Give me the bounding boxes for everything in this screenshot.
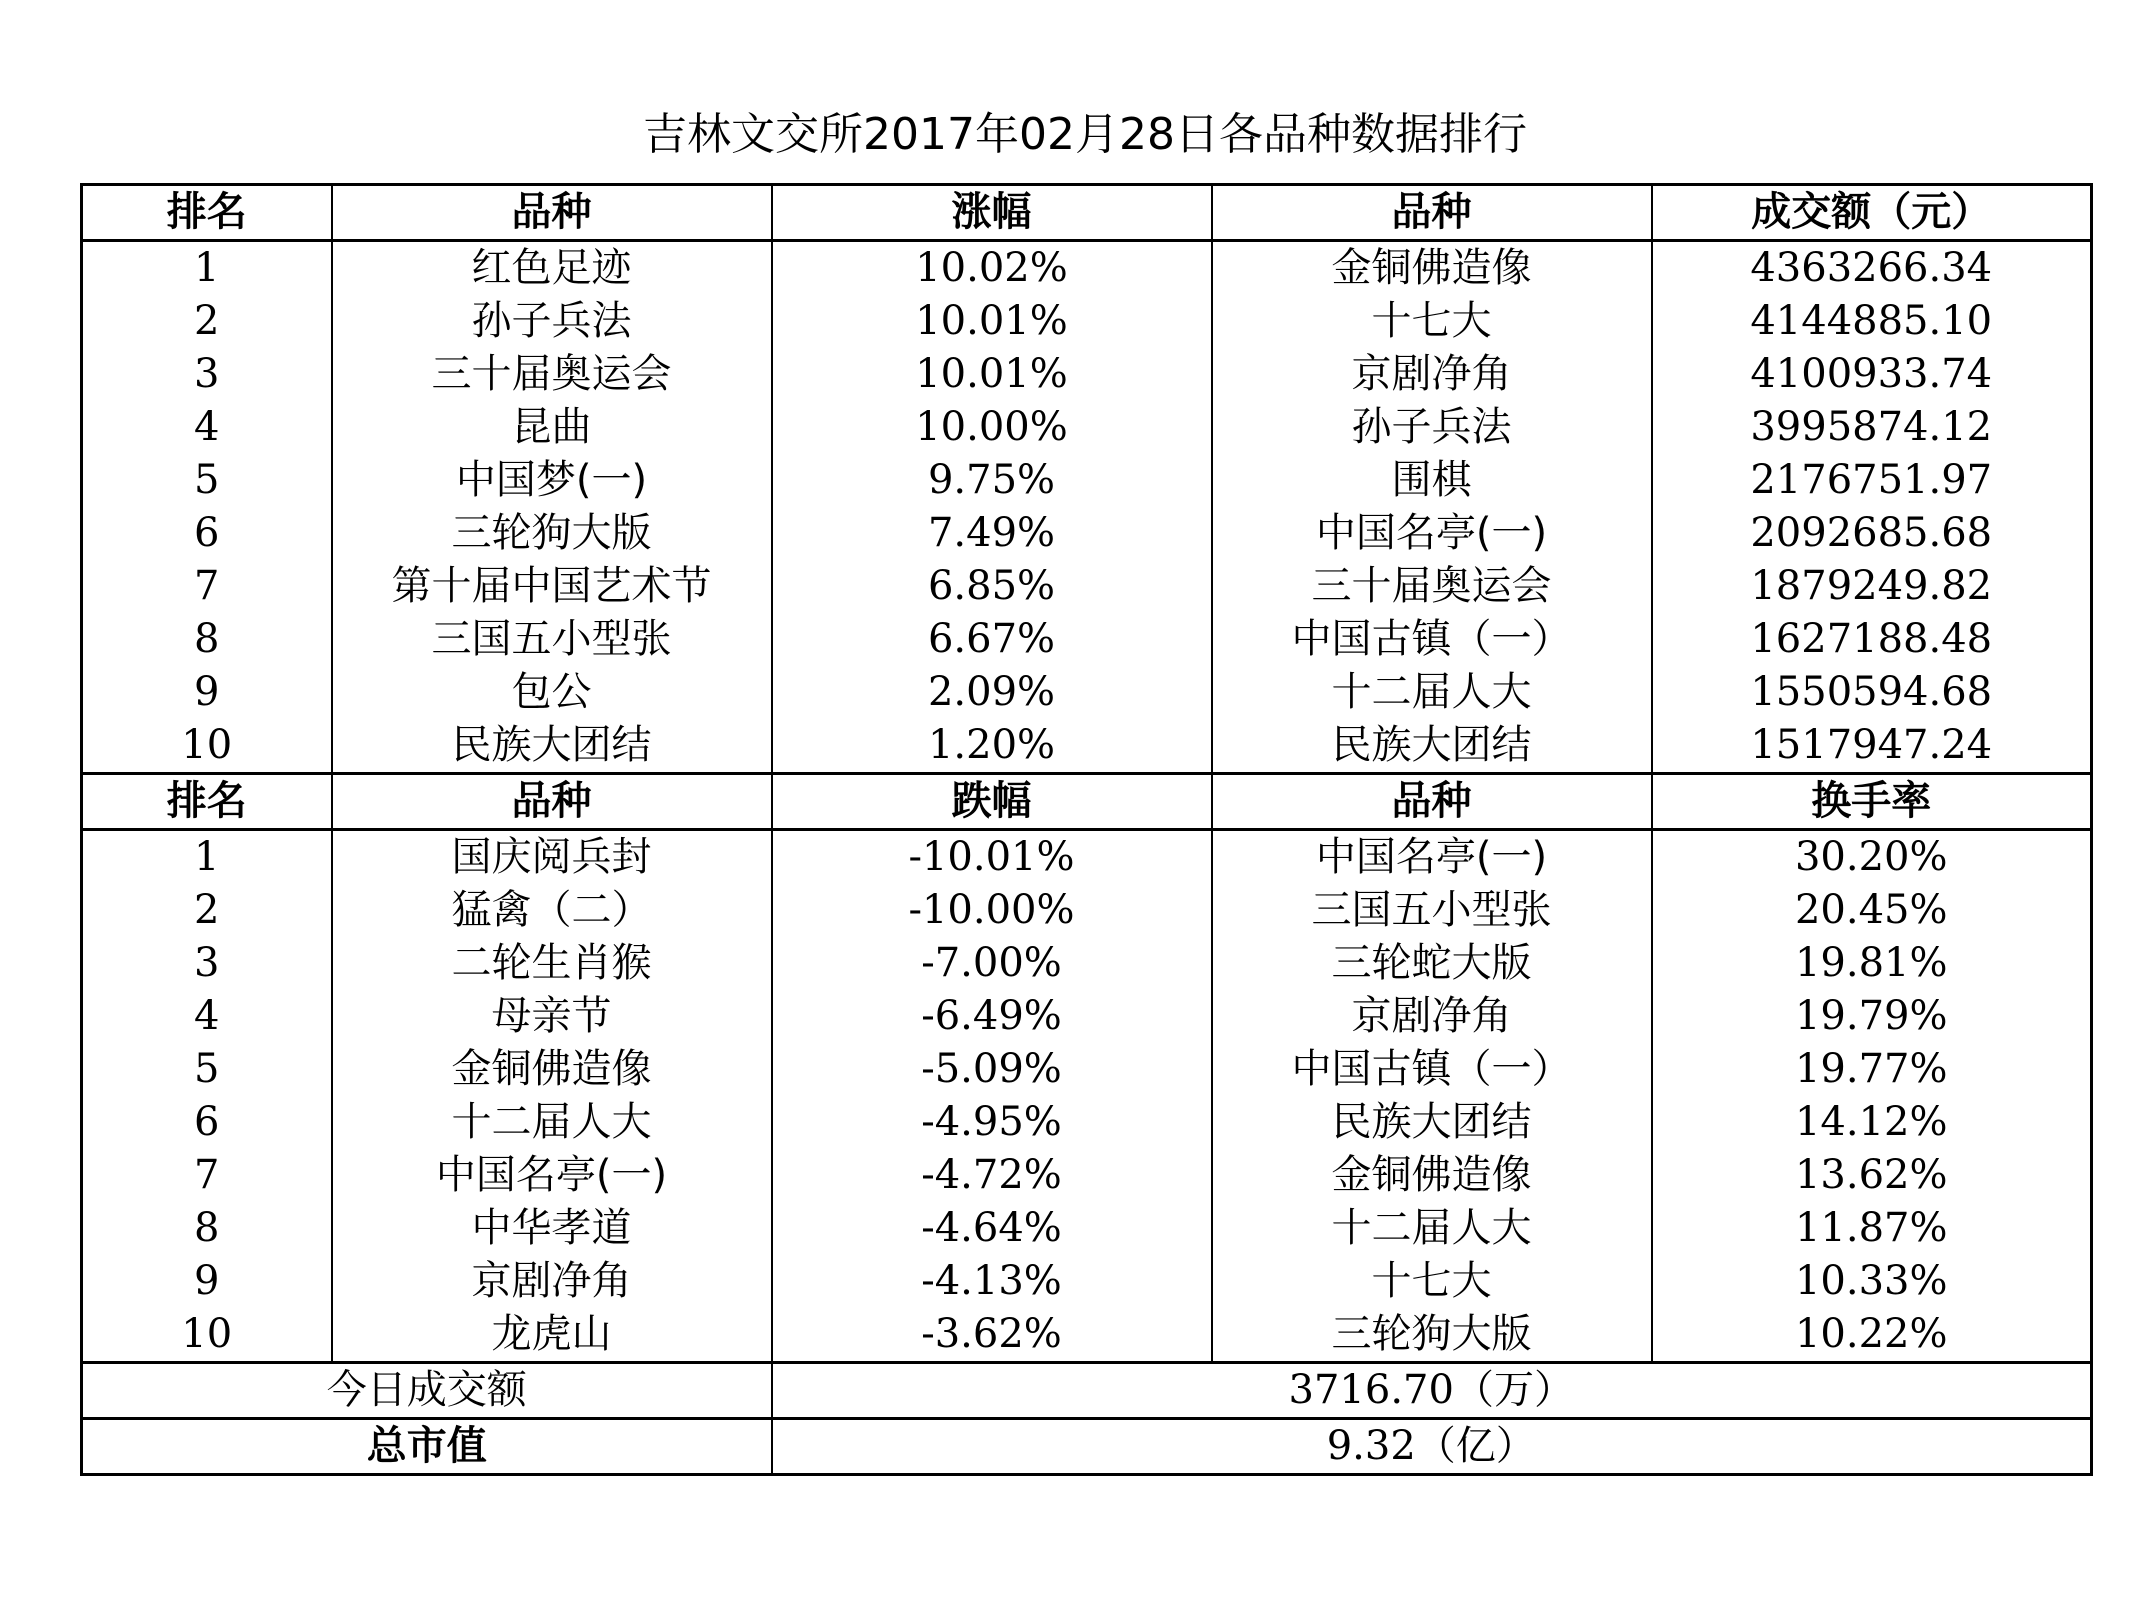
rank-cell: 6 [82,1096,332,1149]
table-row [82,348,2092,401]
gainers-header-row [82,185,2092,241]
value-cell: 2092685.68 [1652,507,2092,560]
table-row [82,1149,2092,1202]
table-row [82,1255,2092,1308]
variety-cell: 金铜佛造像 [332,1043,772,1096]
variety-cell: 京剧净角 [332,1255,772,1308]
value-cell: 4100933.74 [1652,348,2092,401]
rank-cell: 8 [82,613,332,666]
rank-cell: 3 [82,348,332,401]
value-cell: 19.79% [1652,990,2092,1043]
variety-cell: 十七大 [1212,295,1652,348]
variety-cell: 三轮蛇大版 [1212,937,1652,990]
header-variety: 品种 [332,774,772,830]
rank-cell: 4 [82,401,332,454]
gainers-section [82,185,2092,774]
value-cell: 4363266.34 [1652,241,2092,296]
market-cap-summary-row [82,1419,2092,1475]
table-row [82,884,2092,937]
change-cell: -7.00% [772,937,1212,990]
table-row [82,990,2092,1043]
variety-cell: 第十届中国艺术节 [332,560,772,613]
change-cell: 6.67% [772,613,1212,666]
header-turnover-rate: 换手率 [1652,774,2092,830]
change-cell: 9.75% [772,454,1212,507]
change-cell: 2.09% [772,666,1212,719]
variety-cell: 民族大团结 [332,719,772,774]
variety-cell: 中国古镇（一） [1212,613,1652,666]
value-cell: 10.33% [1652,1255,2092,1308]
table-row [82,1202,2092,1255]
table-row [82,1308,2092,1363]
table-row [82,295,2092,348]
rank-cell: 6 [82,507,332,560]
variety-cell: 包公 [332,666,772,719]
value-cell: 10.22% [1652,1308,2092,1363]
variety-cell: 十七大 [1212,1255,1652,1308]
market-cap-value: 9.32（亿） [772,1419,2092,1475]
variety-cell: 民族大团结 [1212,719,1652,774]
value-cell: 1550594.68 [1652,666,2092,719]
table-row [82,241,2092,296]
header-variety: 品种 [332,185,772,241]
variety-cell: 中国名亭(一) [1212,830,1652,885]
rank-cell: 2 [82,884,332,937]
change-cell: -10.00% [772,884,1212,937]
value-cell: 1879249.82 [1652,560,2092,613]
turnover-label: 今日成交额 [82,1363,772,1419]
variety-cell: 母亲节 [332,990,772,1043]
header-rank: 排名 [82,774,332,830]
variety-cell: 中国梦(一) [332,454,772,507]
change-cell: -4.64% [772,1202,1212,1255]
value-cell: 30.20% [1652,830,2092,885]
variety-cell: 民族大团结 [1212,1096,1652,1149]
losers-section [82,774,2092,1363]
turnover-summary-row [82,1363,2092,1419]
rank-cell: 4 [82,990,332,1043]
value-cell: 11.87% [1652,1202,2092,1255]
change-cell: -4.72% [772,1149,1212,1202]
rank-cell: 2 [82,295,332,348]
rank-cell: 10 [82,1308,332,1363]
header-rank: 排名 [82,185,332,241]
value-cell: 13.62% [1652,1149,2092,1202]
variety-cell: 孙子兵法 [1212,401,1652,454]
variety-cell: 国庆阅兵封 [332,830,772,885]
header-variety: 品种 [1212,774,1652,830]
variety-cell: 三轮狗大版 [1212,1308,1652,1363]
table-row [82,401,2092,454]
variety-cell: 二轮生肖猴 [332,937,772,990]
variety-cell: 十二届人大 [332,1096,772,1149]
rank-cell: 1 [82,830,332,885]
ranking-table [80,183,2093,1476]
variety-cell: 三国五小型张 [1212,884,1652,937]
losers-header-row [82,774,2092,830]
change-cell: 10.01% [772,348,1212,401]
change-cell: 6.85% [772,560,1212,613]
table-row [82,830,2092,885]
table-row [82,1096,2092,1149]
change-cell: 10.01% [772,295,1212,348]
variety-cell: 三十届奥运会 [332,348,772,401]
rank-cell: 9 [82,1255,332,1308]
value-cell: 20.45% [1652,884,2092,937]
variety-cell: 中国名亭(一) [332,1149,772,1202]
change-cell: 1.20% [772,719,1212,774]
variety-cell: 猛禽（二） [332,884,772,937]
rank-cell: 7 [82,560,332,613]
variety-cell: 三国五小型张 [332,613,772,666]
variety-cell: 三轮狗大版 [332,507,772,560]
rank-cell: 5 [82,1043,332,1096]
rank-cell: 3 [82,937,332,990]
variety-cell: 京剧净角 [1212,348,1652,401]
table-row [82,454,2092,507]
value-cell: 4144885.10 [1652,295,2092,348]
header-decline: 跌幅 [772,774,1212,830]
header-gain: 涨幅 [772,185,1212,241]
variety-cell: 围棋 [1212,454,1652,507]
change-cell: -5.09% [772,1043,1212,1096]
value-cell: 1627188.48 [1652,613,2092,666]
variety-cell: 十二届人大 [1212,666,1652,719]
value-cell: 2176751.97 [1652,454,2092,507]
variety-cell: 三十届奥运会 [1212,560,1652,613]
variety-cell: 红色足迹 [332,241,772,296]
header-variety: 品种 [1212,185,1652,241]
table-row [82,560,2092,613]
variety-cell: 中国古镇（一） [1212,1043,1652,1096]
rank-cell: 9 [82,666,332,719]
variety-cell: 中华孝道 [332,1202,772,1255]
change-cell: -3.62% [772,1308,1212,1363]
rank-cell: 5 [82,454,332,507]
value-cell: 14.12% [1652,1096,2092,1149]
table-row [82,1043,2092,1096]
variety-cell: 昆曲 [332,401,772,454]
table-row [82,507,2092,560]
market-cap-label: 总市值 [82,1419,772,1475]
rank-cell: 8 [82,1202,332,1255]
change-cell: 7.49% [772,507,1212,560]
change-cell: -4.95% [772,1096,1212,1149]
table-row [82,666,2092,719]
value-cell: 3995874.12 [1652,401,2092,454]
variety-cell: 金铜佛造像 [1212,241,1652,296]
change-cell: 10.02% [772,241,1212,296]
change-cell: -4.13% [772,1255,1212,1308]
change-cell: -6.49% [772,990,1212,1043]
table-row [82,937,2092,990]
turnover-value: 3716.70（万） [772,1363,2092,1419]
change-cell: -10.01% [772,830,1212,885]
value-cell: 1517947.24 [1652,719,2092,774]
rank-cell: 7 [82,1149,332,1202]
table-row [82,613,2092,666]
variety-cell: 中国名亭(一) [1212,507,1652,560]
rank-cell: 1 [82,241,332,296]
page-title: 吉林文交所2017年02月28日各品种数据排行 [643,109,1527,160]
variety-cell: 金铜佛造像 [1212,1149,1652,1202]
variety-cell: 京剧净角 [1212,990,1652,1043]
variety-cell: 十二届人大 [1212,1202,1652,1255]
variety-cell: 孙子兵法 [332,295,772,348]
value-cell: 19.77% [1652,1043,2092,1096]
header-turnover-amount: 成交额（元） [1652,185,2092,241]
value-cell: 19.81% [1652,937,2092,990]
summary-section [82,1363,2092,1475]
variety-cell: 龙虎山 [332,1308,772,1363]
change-cell: 10.00% [772,401,1212,454]
rank-cell: 10 [82,719,332,774]
table-row [82,719,2092,774]
